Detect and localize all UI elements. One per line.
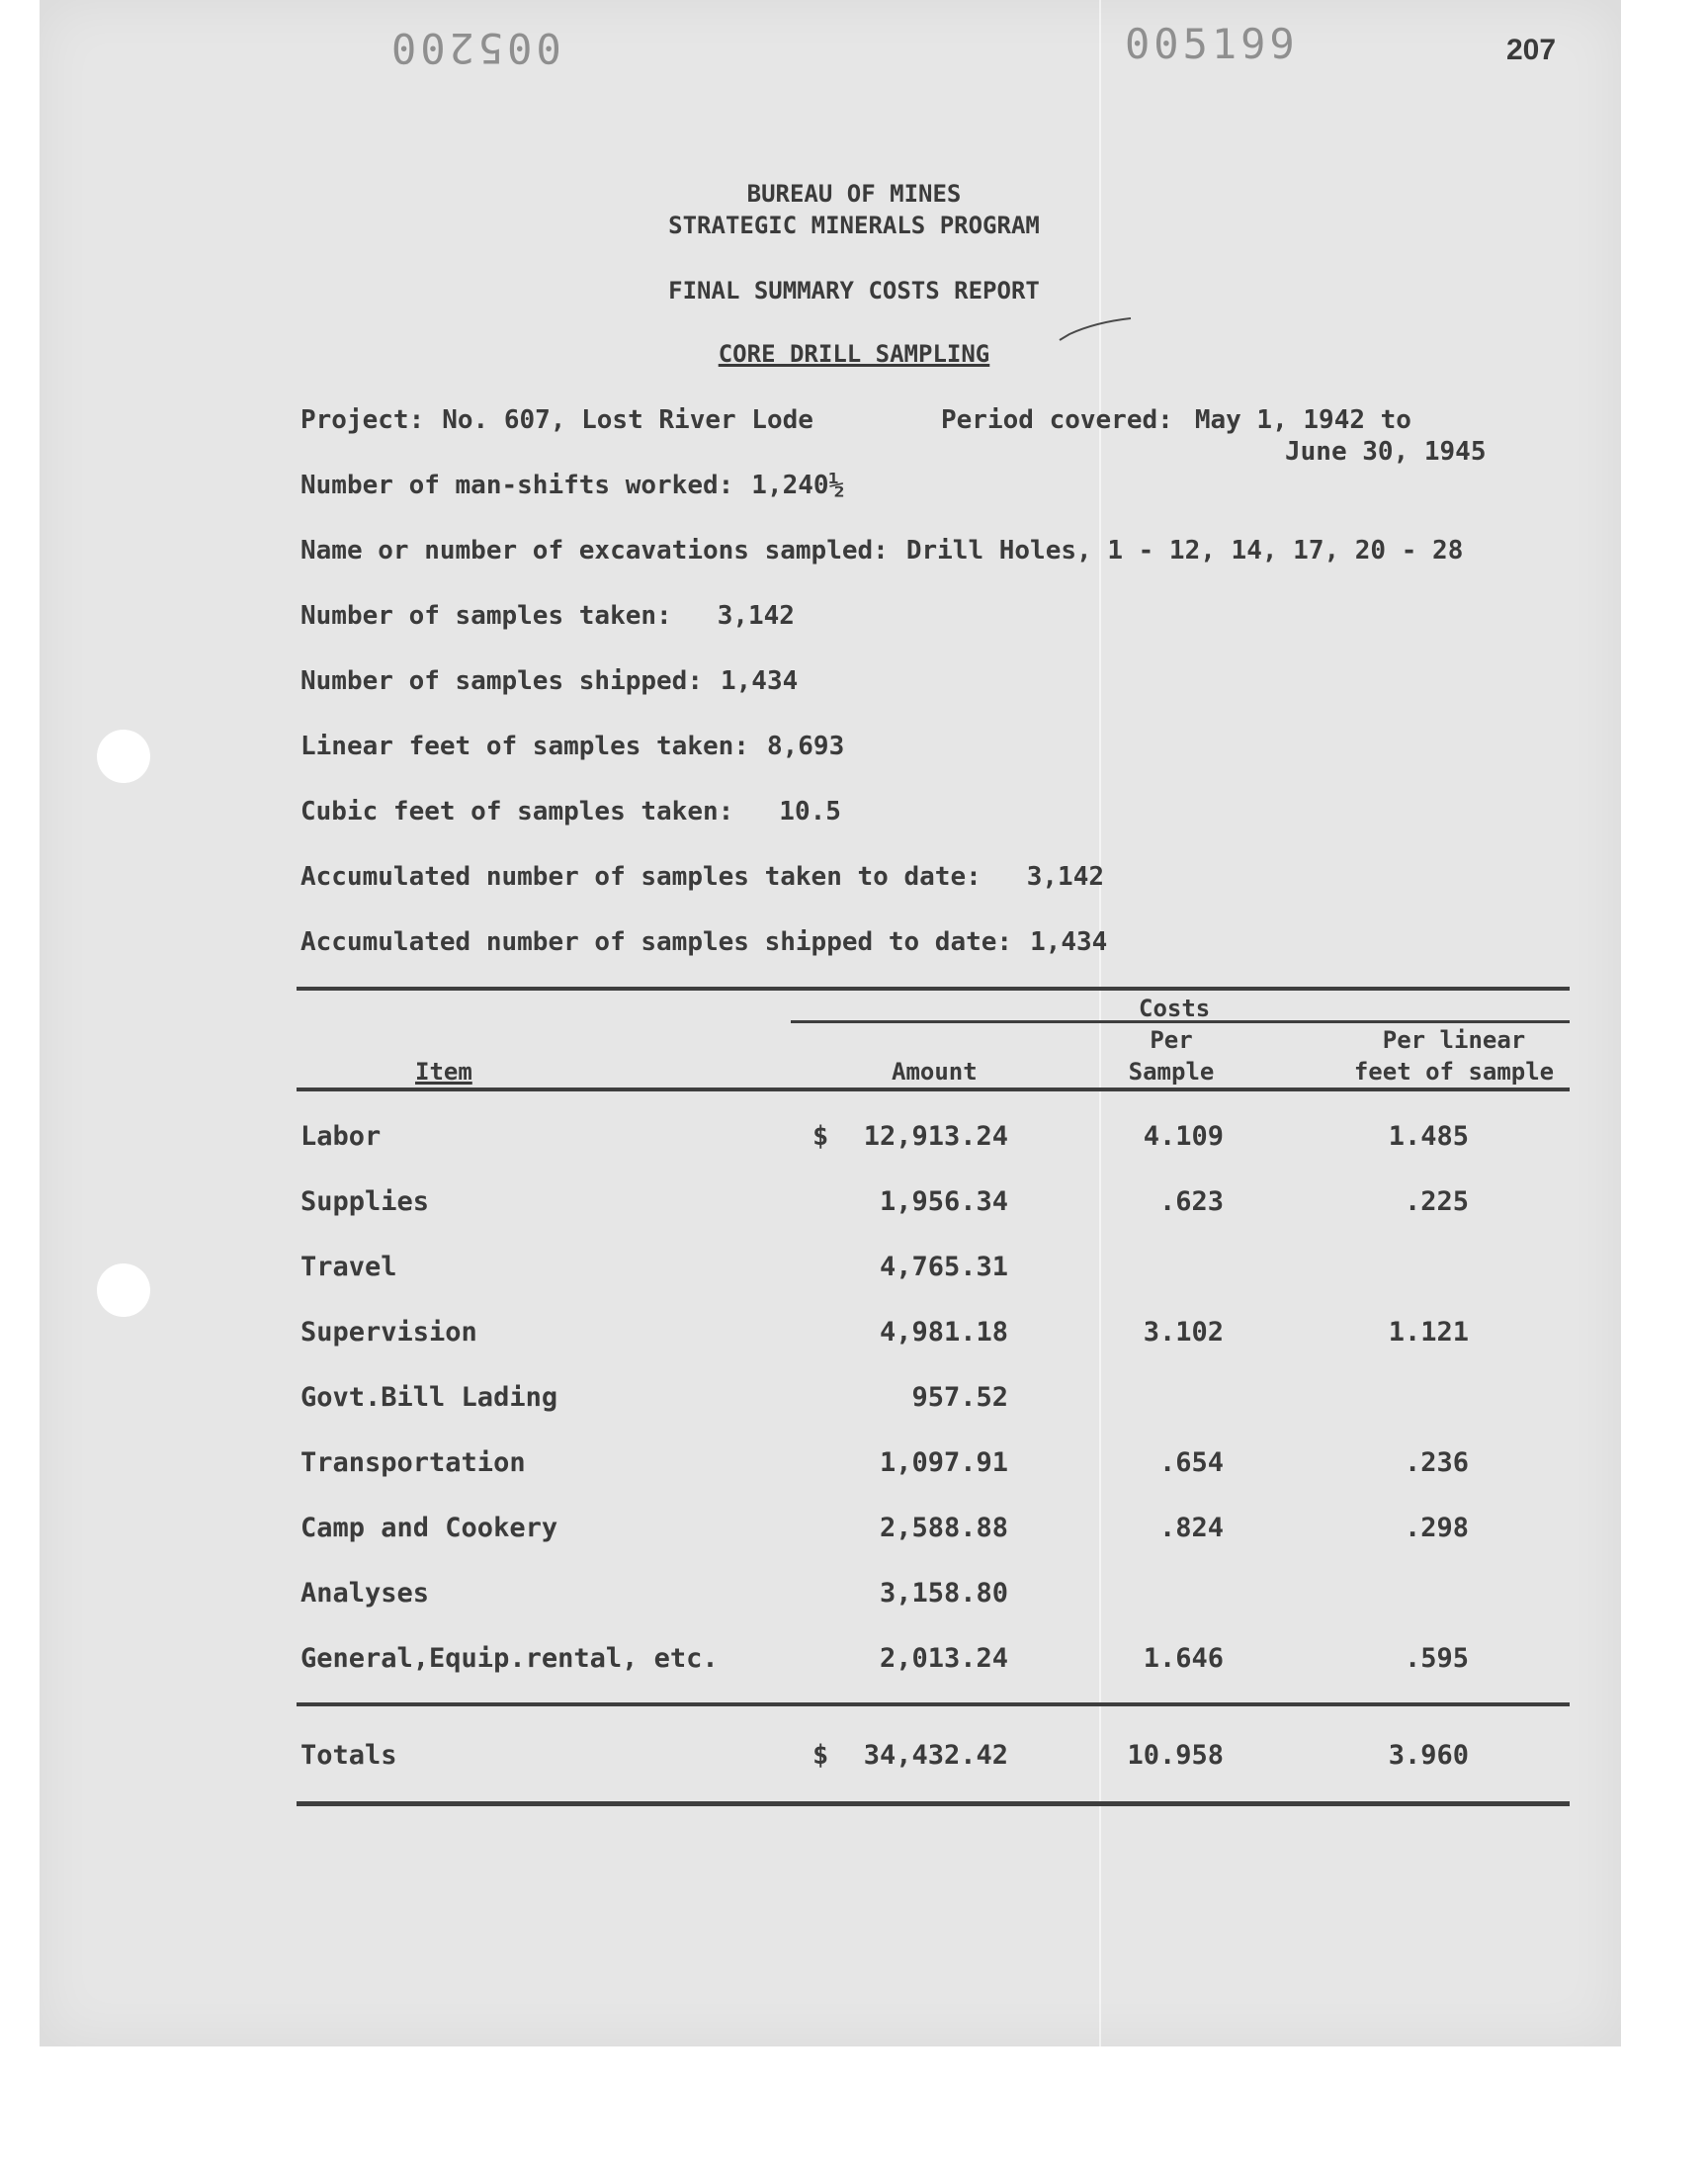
punch-hole	[97, 730, 150, 783]
totals-rule	[297, 1702, 1570, 1706]
row-item: Camp and Cookery	[300, 1513, 558, 1543]
row-amount: 957.52	[911, 1382, 1008, 1413]
row-item: Labor	[300, 1121, 382, 1152]
period-end: June 30, 1945	[1285, 437, 1487, 467]
column-header-per-sample-line2: Sample	[1128, 1058, 1215, 1086]
row-item: Govt.Bill Lading	[300, 1382, 558, 1413]
row-per-linear: 1.121	[1388, 1317, 1469, 1348]
check-mark-icon	[1056, 314, 1135, 344]
accumulated-taken-field: Accumulated number of samples taken to date: 3,142	[300, 862, 1105, 892]
header-program: STRATEGIC MINERALS PROGRAM	[668, 212, 1040, 239]
man-shifts-field: Number of man-shifts worked: 1,240½	[300, 471, 845, 500]
excavations-field: Name or number of excavations sampled: Drill Holes, 1 - 12, 14, 17, 20 - 28	[300, 536, 1464, 566]
row-amount: 12,913.24	[863, 1121, 1008, 1152]
accumulated-shipped-field: Accumulated number of samples shipped to date: 1,434	[300, 927, 1108, 957]
totals-amount: 34,432.42	[863, 1740, 1008, 1771]
project-field: Project: No. 607, Lost River Lode	[300, 405, 813, 435]
row-per-sample: 1.646	[1143, 1643, 1224, 1674]
samples-taken-field: Number of samples taken: 3,142	[300, 601, 795, 631]
row-amount: 2,588.88	[879, 1513, 1008, 1543]
dollar-sign: $	[812, 1121, 829, 1152]
row-per-linear: .225	[1404, 1186, 1469, 1217]
header-section-title: CORE DRILL SAMPLING	[718, 340, 990, 368]
row-per-sample: .824	[1158, 1513, 1224, 1543]
table-top-rule	[297, 987, 1570, 991]
table-bottom-rule	[297, 1801, 1570, 1806]
row-per-sample: 3.102	[1143, 1317, 1224, 1348]
row-per-sample: .654	[1158, 1447, 1224, 1478]
row-amount: 1,956.34	[879, 1186, 1008, 1217]
row-amount: 1,097.91	[879, 1447, 1008, 1478]
row-per-sample: 4.109	[1143, 1121, 1224, 1152]
totals-label: Totals	[300, 1740, 397, 1771]
column-header-amount: Amount	[892, 1058, 978, 1086]
column-header-per-linear-line2: feet of sample	[1353, 1058, 1555, 1086]
punch-hole	[97, 1263, 150, 1317]
linear-feet-field: Linear feet of samples taken: 8,693	[300, 732, 845, 761]
page-number: 207	[1506, 34, 1557, 66]
row-item: Supplies	[300, 1186, 430, 1217]
row-item: General,Equip.rental, etc.	[300, 1643, 719, 1674]
row-per-linear: 1.485	[1388, 1121, 1469, 1152]
row-item: Analyses	[300, 1578, 430, 1609]
row-item: Transportation	[300, 1447, 526, 1478]
row-amount: 4,765.31	[879, 1252, 1008, 1282]
table-header-rule	[297, 1088, 1570, 1091]
totals-per-linear: 3.960	[1388, 1740, 1469, 1771]
header-bureau: BUREAU OF MINES	[746, 180, 962, 208]
row-per-linear: .298	[1404, 1513, 1469, 1543]
column-header-per-sample-line1: Per	[1150, 1026, 1193, 1054]
stamp-right: 005199	[1125, 20, 1299, 68]
period-field: Period covered: May 1, 1942 to	[941, 405, 1411, 435]
samples-shipped-field: Number of samples shipped: 1,434	[300, 666, 799, 696]
row-item: Supervision	[300, 1317, 477, 1348]
totals-per-sample: 10.958	[1127, 1740, 1224, 1771]
costs-header: Costs	[1139, 995, 1211, 1022]
column-header-item: Item	[415, 1058, 472, 1086]
row-amount: 3,158.80	[879, 1578, 1008, 1609]
row-per-linear: .236	[1404, 1447, 1469, 1478]
row-per-sample: .623	[1158, 1186, 1224, 1217]
row-per-linear: .595	[1404, 1643, 1469, 1674]
column-header-per-linear-line1: Per linear	[1382, 1026, 1526, 1054]
cubic-feet-field: Cubic feet of samples taken: 10.5	[300, 797, 841, 826]
dollar-sign: $	[812, 1740, 829, 1771]
header-report-title: FINAL SUMMARY COSTS REPORT	[668, 277, 1040, 304]
row-amount: 4,981.18	[879, 1317, 1008, 1348]
row-amount: 2,013.24	[879, 1643, 1008, 1674]
stamp-left: 005200	[387, 24, 561, 72]
row-item: Travel	[300, 1252, 397, 1282]
